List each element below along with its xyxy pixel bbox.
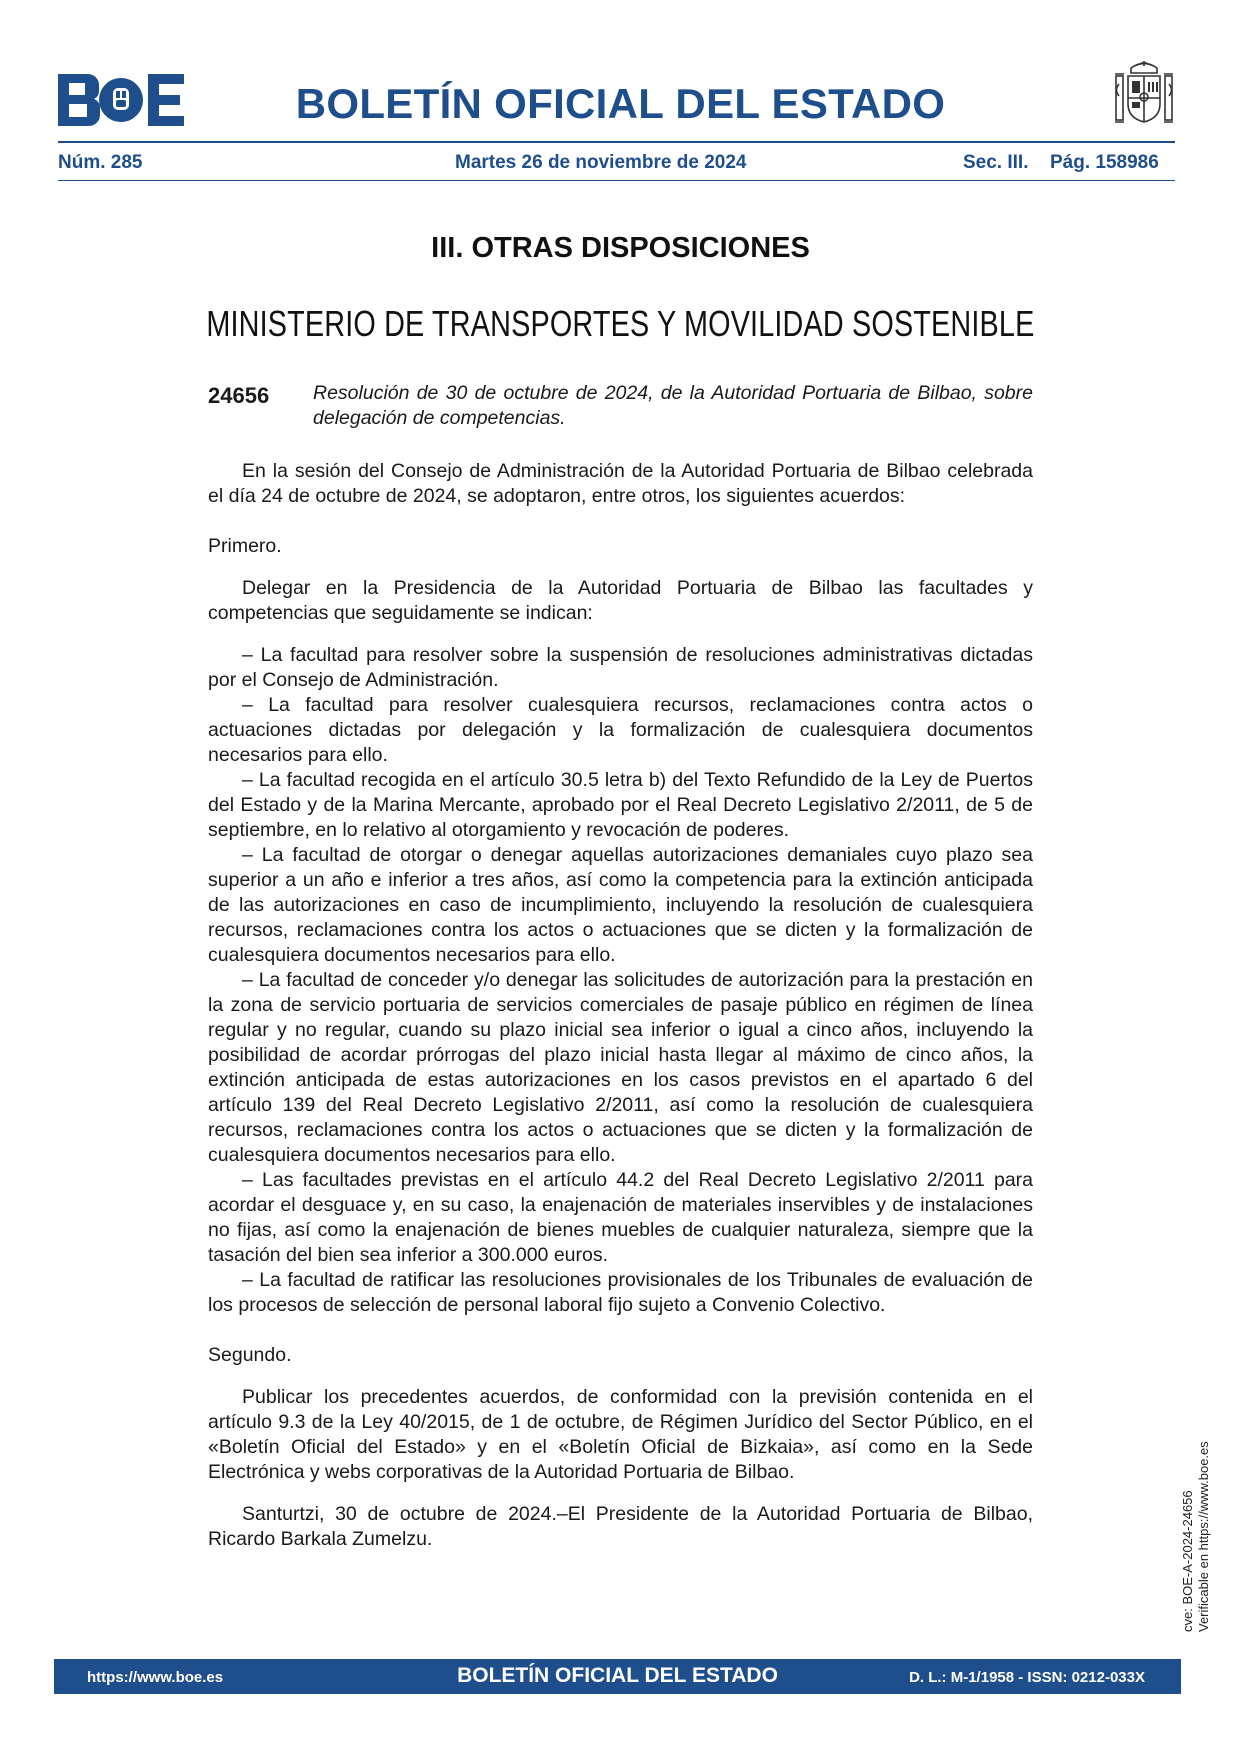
page-number: Pág. 158986 xyxy=(1050,152,1159,173)
list-item: – Las facultades previstas en el artículo 44.2 del Real Decreto Legislativo 2/2011 para acordar el desguace y, en su caso, la enajenación de materiales inservibles y de instalaciones no fijas, así como la enajenación de bienes muebles de cualquier naturaleza, siempre que la tasación del bien sea inferior a 300.000 euros. xyxy=(208,1169,1033,1266)
list-item: – La facultad recogida en el artículo 30.5 letra b) del Texto Refundido de la Ley de Puertos del Estado y de la Marina Mercante, aprobado por el Real Decreto Legislativo 2/2011, de 5 de septiembre, en lo relativo al otorgamiento y revocación de poderes. xyxy=(208,769,1033,841)
cve-code: cve: BOE-A-2024-24656 xyxy=(1180,1490,1195,1632)
header-rule-top xyxy=(58,141,1175,143)
footer-title: BOLETÍN OFICIAL DEL ESTADO xyxy=(457,1664,778,1687)
list-item: – La facultad de conceder y/o denegar las solicitudes de autorización para la prestación en la zona de servicio portuaria de servicios comerciales de pasaje público en régimen de línea regular y no regular, cuando su plazo inicial sea inferior o igual a cinco años, incluyendo la posibilidad de acordar prórrogas del plazo inicial hasta llegar al máximo de cinco años, la extinción anticipada de estas autorizaciones en los casos previstos en el apartado 6 del artículo 139 del Real Decreto Legislativo 2/2011, así como la resolución de cualesquiera recursos, reclamaciones contra los actos o actuaciones que se dicten y la formalización de cualesquiera documentos necesarios para ello. xyxy=(208,969,1033,1166)
header-rule-bottom xyxy=(58,180,1175,181)
disposition-number: 24656 xyxy=(208,383,270,408)
list-item: – La facultad para resolver cualesquiera recursos, reclamaciones contra actos o actuaciones dictadas por delegación y la formalización de cualesquiera documentos necesarios para ello. xyxy=(208,694,1033,766)
ministry-name: MINISTERIO DE TRANSPORTES Y MOVILIDAD SOSTENIBLE xyxy=(206,303,1035,344)
footer-legal: D. L.: M-1/1958 - ISSN: 0212-033X xyxy=(909,1669,1145,1686)
signature-paragraph: Santurtzi, 30 de octubre de 2024.–El Presidente de la Autoridad Portuaria de Bilbao, Ricardo Barkala Zumelzu. xyxy=(208,1503,1033,1550)
bulletin-date: Martes 26 de noviembre de 2024 xyxy=(455,152,747,173)
first-heading: Primero. xyxy=(208,535,282,557)
footer-url[interactable]: https://www.boe.es xyxy=(87,1669,224,1686)
first-paragraph: Delegar en la Presidencia de la Autoridad Portuaria de Bilbao las facultades y competencias que seguidamente se indican: xyxy=(208,577,1033,624)
header-title: BOLETÍN OFICIAL DEL ESTADO xyxy=(295,80,946,127)
coat-of-arms-icon xyxy=(1113,60,1175,132)
list-item: – La facultad de ratificar las resoluciones provisionales de los Tribunales de evaluación de los procesos de selección de personal laboral fijo sujeto a Convenio Colectivo. xyxy=(208,1269,1033,1316)
document-body xyxy=(208,459,1033,1552)
second-heading: Segundo. xyxy=(208,1344,292,1366)
verify-link[interactable]: Verificable en https://www.boe.es xyxy=(1196,1441,1211,1632)
second-paragraph: Publicar los precedentes acuerdos, de conformidad con la previsión contenida en el artículo 9.3 de la Ley 40/2015, de 1 de octubre, de Régimen Jurídico del Sector Público, en el «Boletín Oficial del Estado» y en el «Boletín Oficial de Bizkaia», así como en la Sede Electrónica y webs corporativas de la Autoridad Portuaria de Bilbao. xyxy=(208,1386,1033,1483)
verification-sidebar xyxy=(1180,1441,1212,1632)
disposition-title: Resolución de 30 de octubre de 2024, de la Autoridad Portuaria de Bilbao, sobre delegación de competencias. xyxy=(313,382,1033,429)
section-short: Sec. III. xyxy=(963,152,1029,173)
section-title: III. OTRAS DISPOSICIONES xyxy=(431,232,810,264)
footer-bar xyxy=(54,1659,1181,1694)
list-item: – La facultad de otorgar o denegar aquellas autorizaciones demaniales cuyo plazo sea superior a un año e inferior a tres años, así como la competencia para la extinción anticipada de las autorizaciones en caso de incumplimiento, incluyendo la resolución de cualesquiera recursos, reclamaciones contra los actos o actuaciones que se dicten y la formalización de cualesquiera documentos necesarios para ello. xyxy=(208,844,1033,966)
intro-paragraph: En la sesión del Consejo de Administración de la Autoridad Portuaria de Bilbao celebrada el día 24 de octubre de 2024, se adoptaron, entre otros, los siguientes acuerdos: xyxy=(208,460,1033,507)
list-item: – La facultad para resolver sobre la suspensión de resoluciones administrativas dictadas por el Consejo de Administración. xyxy=(208,644,1033,691)
bulletin-number: Núm. 285 xyxy=(58,152,143,173)
